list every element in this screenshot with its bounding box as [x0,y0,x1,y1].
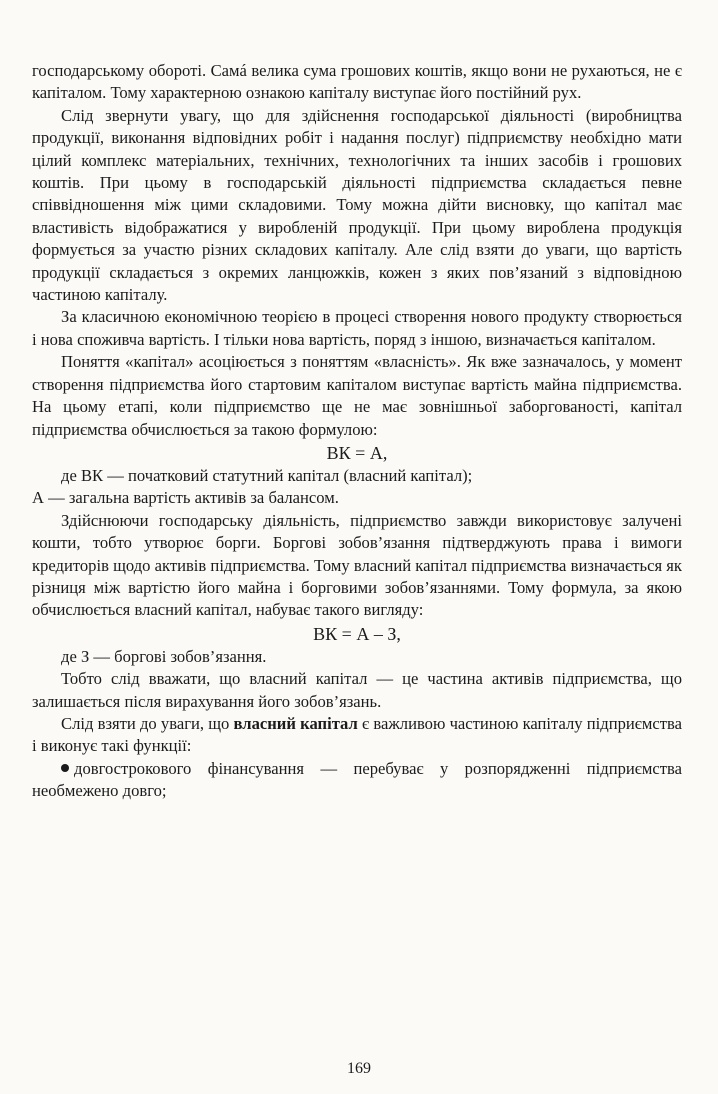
list-item-long-term-financing [32,758,682,803]
paragraph-equity-functions [32,713,682,758]
paragraph-equity-definition: Тобто слід вважати, що власний капітал — це частина активів підприємства, що залишається після вирахування його зобов’язань. [32,669,682,711]
formula-equity-net: ВК = А – З, [313,623,401,644]
paragraph-classical-theory: За класичною економічною теорією в процесі створення нового продукту створюється і нова споживча вартість. І тільки нова вартість, поряд з іншою, визначається капіталом. [32,307,682,349]
formula-equity-initial: ВК = А, [326,442,388,463]
paragraph-capital-complex: Слід звернути увагу, що для здійснення господарської діяльності (виробництва продукції, виконання відповідних робіт і надання послуг) підприємству необхідно мати цілий комплекс матеріальних, технічних, технологічних та інших засобів і грошових коштів. При цьому в господарській діяльності підприємства складається певне співвідношення між цими складовими. Тому можна дійти висновку, що капітал має властивість відображатися у виробленій продукції. При цьому вироблена продукція формується за участю різних складових капіталу. Але слід взяти до уваги, що вартість продукції складається з окремих ланцюжків, кожен з яких пов’язаний з відповідною частиною капіталу. [32,105,682,305]
paragraph-borrowed-funds: Здійснюючи господарську діяльність, підприємство завжди використовує залучені кошти, тобто утворює борги. Боргові зобов’язання підтверджують права і вимоги кредиторів щодо активів підприємства. Тому власний капітал підприємства визначається як різниця між вартістю його майна і борговими зобов’язаннями. Тому формула, за якою обчислюється власний капітал, набуває такого вигляду: [32,510,682,620]
definition-vk: де ВК — початковий статутний капітал (власний капітал); [61,465,473,485]
bullet-icon [61,764,69,772]
list-item-text: довгострокового фінансування — перебуває у розпорядженні підприємства необмежено довго; [32,758,682,801]
page-number: 169 [347,1060,371,1077]
paragraph-continuation: господарському обороті. Самá велика сума грошових коштів, якщо вони не рухаються, не є капіталом. Тому характерною ознакою капіталу виступає його постійний рух. [32,61,682,103]
term-equity: власний капітал [233,713,358,733]
definition-a: А — загальна вартість активів за балансом. [32,488,339,508]
paragraph-capital-ownership: Поняття «капітал» асоціюється з поняттям «власність». Як вже зазначалось, у момент створення підприємства його стартовим капіталом виступає вартість майна підприємства. На цьому етапі, коли підприємство ще не має зовнішньої заборгованості, капітал підприємства обчислюється за такою формулою: [32,352,682,439]
page-body [32,60,682,803]
functions-intro-end: є важливою частиною капіталу підприємства і виконує такі функції: [32,713,682,756]
definition-z: де З — боргові зобов’язання. [61,646,267,666]
functions-intro: Слід взяти до уваги, що [61,713,234,733]
